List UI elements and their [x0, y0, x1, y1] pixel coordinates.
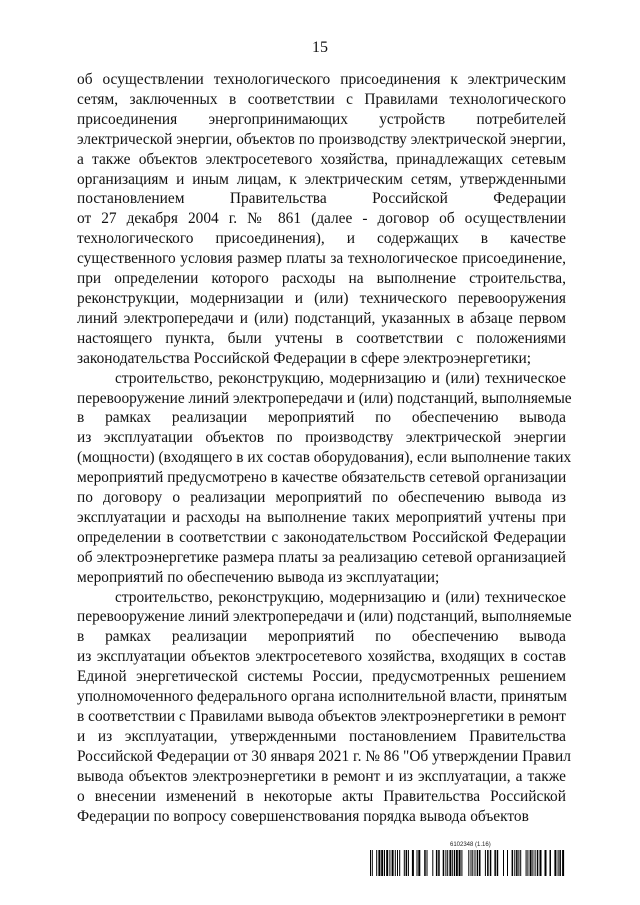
barcode-bar [559, 850, 561, 876]
barcode-bar [454, 850, 455, 876]
text-line: мероприятий по обеспечению вывода из эксплуатации; [77, 568, 440, 586]
barcode-bar [424, 850, 426, 876]
text-line: Федерации по вопросу совершенствования порядка вывода объектов [77, 807, 529, 825]
barcode-bar [418, 850, 420, 876]
text-line: перевооружение линий электропередачи и (или) подстанций, выполняемые [77, 389, 572, 407]
barcode-bar [392, 850, 394, 876]
barcode-bar [397, 850, 398, 876]
barcode-bar [436, 850, 438, 876]
barcode-bar [477, 850, 479, 876]
barcode-bar [384, 850, 385, 876]
text-line: из эксплуатации объектов электросетевого хозяйства, входящих в состав [77, 648, 566, 666]
barcode-bar [447, 850, 448, 876]
barcode-bar [475, 850, 476, 876]
barcode-bar [417, 850, 418, 876]
barcode-bar [456, 850, 458, 876]
barcode-bar [518, 850, 519, 876]
text-line: о внесении изменений в некоторые акты Правительства Российской [77, 787, 566, 805]
text-line: по договору о реализации мероприятий по обеспечению вывода из [77, 489, 566, 507]
text-line: а также объектов электросетевого хозяйства, принадлежащих сетевым [77, 150, 566, 168]
barcode-bar [399, 850, 400, 876]
barcode-bar [427, 850, 428, 876]
text-line: мероприятий предусмотрено в качестве обязательств сетевой организации [77, 469, 567, 487]
barcode-bar [512, 850, 513, 876]
barcode-bar [468, 850, 469, 876]
barcode-bar [545, 850, 547, 876]
barcode-bar [472, 850, 473, 876]
text-line: (мощности) (входящего в их состав оборудования), если выполнение таких [77, 449, 572, 467]
barcode-bar [494, 850, 496, 876]
barcode-bar [408, 850, 409, 876]
text-line: электрической энергии, объектов по производству электрической энергии, [77, 130, 566, 148]
text-line: уполномоченного федерального органа исполнительной власти, принятым [77, 688, 568, 706]
text-line: из эксплуатации объектов по производству электрической энергии [77, 429, 566, 447]
text-line: эксплуатации и расходы на выполнение таких мероприятий учтены при [77, 508, 566, 526]
barcode-bar [490, 850, 492, 876]
barcode-bar [370, 850, 371, 876]
paragraph [77, 369, 572, 588]
barcode-bar [412, 850, 414, 876]
text-line: от 27 декабря 2004 г. № 861 (далее - договор об осуществлении [77, 210, 566, 228]
barcode-bar [432, 850, 433, 876]
barcode-bar [507, 850, 508, 876]
barcode-bar [443, 850, 445, 876]
barcode-bar [479, 850, 481, 876]
barcode-bar [520, 850, 521, 876]
text-line: настоящего пункта, были учтены в соответствии с положениями [77, 329, 566, 347]
barcode-bar [527, 850, 528, 876]
barcode-bar [514, 850, 515, 876]
barcode-bar [452, 850, 453, 876]
barcode-bar [497, 850, 499, 876]
text-line: существенного условия размер платы за технологическое присоединение, [77, 250, 566, 268]
text-line: технологического присоединения), и содержащих в качестве [77, 230, 566, 248]
barcode-bar [372, 850, 373, 876]
barcode-bar [562, 850, 564, 876]
text-line: и из эксплуатации, утвержденными постановлением Правительства [77, 727, 566, 745]
barcode-bar [535, 850, 536, 876]
barcode-bar [516, 850, 518, 876]
text-line: об электроэнергетике размера платы за реализацию сетевой организацией [77, 548, 566, 566]
text-line: в рамках реализации мероприятий по обеспечению вывода [77, 409, 566, 427]
barcode-bar [445, 850, 446, 876]
barcode-image [370, 850, 570, 876]
barcode-bar [461, 850, 462, 876]
text-line: в рамках реализации мероприятий по обеспечению вывода [77, 628, 566, 646]
barcode-bar [438, 850, 440, 876]
text-line: вывода объектов электроэнергетики в ремонт и из эксплуатации, а также [77, 767, 566, 785]
barcode-bar [459, 850, 461, 876]
document-code: 6102348 (1.16) [450, 842, 491, 848]
barcode-bar [404, 850, 405, 876]
text-line: определении в соответствии с законодательством Российской Федерации [77, 528, 566, 546]
barcode-bar [540, 850, 542, 876]
barcode-bar [530, 850, 532, 876]
barcode-bar [395, 850, 396, 876]
text-line: Единой энергетической системы России, предусмотренных решением [77, 668, 566, 686]
barcode-bar [471, 850, 472, 876]
text-line: об осуществлении технологического присоединения к электрическим [77, 71, 566, 88]
barcode-bar [532, 850, 533, 876]
barcode-bar [487, 850, 489, 876]
barcode-bar [386, 850, 388, 876]
text-line: строительство, реконструкцию, модернизацию и (или) техническое [115, 588, 566, 606]
text-line: сетям, заключенных в соответствии с Правилами технологического [77, 90, 566, 108]
barcode-bar [449, 850, 451, 876]
text-line: реконструкции, модернизации и (или) технического перевооружения [77, 289, 566, 307]
barcode-bar [526, 850, 527, 876]
text-line: перевооружение линий электропередачи и (или) подстанций, выполняемые [77, 608, 572, 626]
paragraph [77, 70, 566, 369]
paragraph [77, 588, 572, 827]
barcode-bar [485, 850, 486, 876]
barcode-bar [389, 850, 390, 876]
text-line: в соответствии с Правилами вывода объектов электроэнергетики в ремонт [77, 708, 566, 725]
barcode-bar [554, 850, 556, 876]
text-line: постановлением Правительства Российской Федерации [77, 190, 566, 208]
barcode-bar [550, 850, 552, 876]
barcode-bar [558, 850, 559, 876]
barcode-bar [406, 850, 408, 876]
barcode-bar [381, 850, 383, 876]
text-line: линий электропередачи и (или) подстанций, указанных в абзаце первом [77, 309, 566, 327]
text-line: присоединения энергопринимающих устройств потребителей [77, 110, 566, 128]
barcode-bar [537, 850, 539, 876]
document-body [77, 70, 572, 826]
text-line: организациям и иным лицам, к электрическим сетям, утвержденными [77, 170, 566, 188]
text-line: при определении которого расходы на выполнение строительства, [77, 270, 566, 288]
barcode-bar [378, 850, 380, 876]
text-line: Российской Федерации от 30 января 2021 г. № 86 "Об утверждении Правил [77, 747, 571, 765]
text-line: строительство, реконструкцию, модернизацию и (или) техническое [115, 369, 566, 387]
page-number: 15 [312, 39, 328, 56]
barcode-bar [503, 850, 504, 876]
barcode-bar [376, 850, 377, 876]
text-line: законодательства Российской Федерации в сфере электроэнергетики; [77, 349, 532, 367]
